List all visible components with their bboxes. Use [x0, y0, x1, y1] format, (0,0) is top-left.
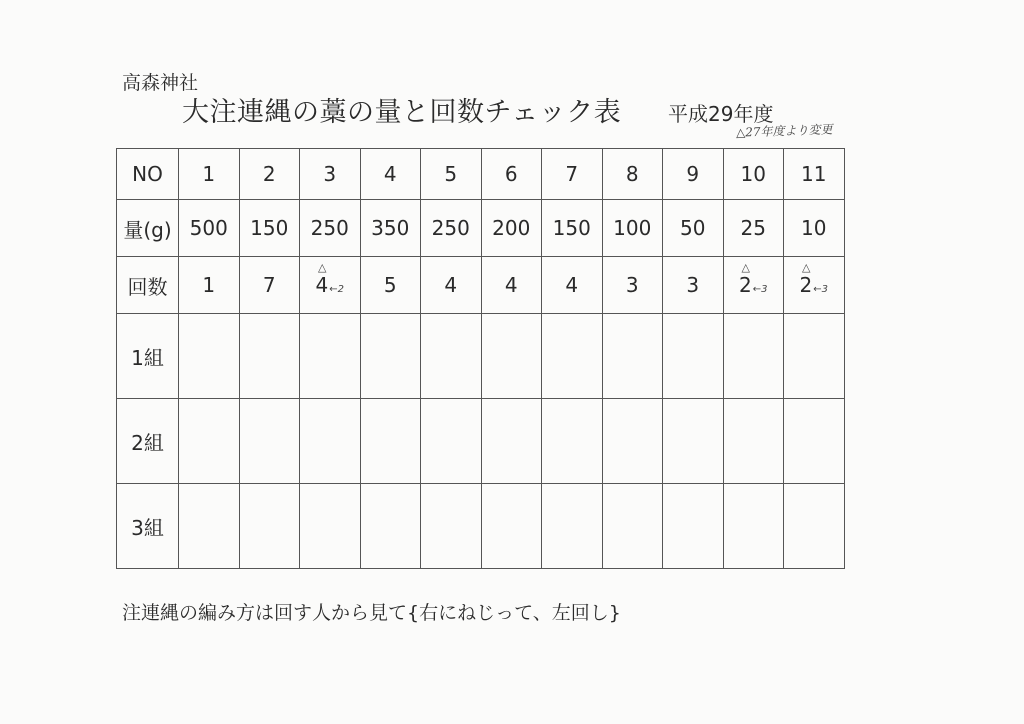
count-cell	[239, 257, 300, 314]
check-table	[116, 148, 845, 569]
change-mark: △	[318, 261, 327, 274]
page-title: 大注連縄の藁の量と回数チェック表	[182, 97, 622, 128]
check-cell[interactable]	[300, 314, 361, 399]
count-cell	[421, 257, 482, 314]
number-cell: 7	[542, 149, 603, 200]
check-cell[interactable]	[784, 314, 845, 399]
check-cell[interactable]	[784, 484, 845, 569]
check-cell[interactable]	[602, 484, 663, 569]
check-cell[interactable]	[663, 314, 724, 399]
amount-cell: 250	[300, 200, 361, 257]
change-mark: △	[802, 261, 811, 274]
group-row	[117, 484, 845, 569]
fiscal-year: 平成29年度	[668, 102, 774, 126]
number-cell: 2	[239, 149, 300, 200]
group-row	[117, 399, 845, 484]
group-label: 3組	[117, 484, 179, 569]
check-cell[interactable]	[723, 399, 784, 484]
count-value: 3	[625, 273, 639, 297]
check-cell[interactable]	[300, 399, 361, 484]
check-cell[interactable]	[421, 399, 482, 484]
change-mark: △	[741, 261, 750, 274]
check-cell[interactable]	[542, 314, 603, 399]
check-cell[interactable]	[179, 484, 240, 569]
count-label: 回数	[117, 257, 179, 314]
check-cell[interactable]	[542, 399, 603, 484]
count-value: 4	[504, 273, 518, 297]
check-cell[interactable]	[239, 314, 300, 399]
check-cell[interactable]	[542, 484, 603, 569]
check-cell[interactable]	[481, 484, 542, 569]
count-cell	[481, 257, 542, 314]
group-row	[117, 314, 845, 399]
check-cell[interactable]	[239, 399, 300, 484]
check-cell[interactable]	[421, 314, 482, 399]
count-value: 4	[444, 273, 458, 297]
check-cell[interactable]	[360, 484, 421, 569]
amount-cell: 50	[663, 200, 724, 257]
check-cell[interactable]	[179, 399, 240, 484]
shrine-name: 高森神社	[122, 72, 199, 94]
no-label: NO	[117, 149, 179, 200]
amount-cell: 10	[784, 200, 845, 257]
check-cell[interactable]	[360, 399, 421, 484]
check-cell[interactable]	[723, 314, 784, 399]
previous-count: ←3	[813, 284, 828, 295]
count-cell	[602, 257, 663, 314]
amount-label: 量(g)	[117, 200, 179, 257]
check-cell[interactable]	[663, 484, 724, 569]
check-cell[interactable]	[784, 399, 845, 484]
amount-cell: 100	[602, 200, 663, 257]
previous-count: ←3	[752, 284, 768, 295]
number-cell: 5	[421, 149, 482, 200]
count-cell	[300, 257, 361, 314]
check-cell[interactable]	[481, 399, 542, 484]
number-cell: 9	[663, 149, 724, 200]
number-cell: 1	[179, 149, 240, 200]
count-value: 5	[383, 273, 397, 297]
amount-cell: 150	[239, 200, 300, 257]
count-value: 4	[565, 273, 579, 297]
number-cell: 10	[723, 149, 784, 200]
check-cell[interactable]	[179, 314, 240, 399]
check-cell[interactable]	[602, 399, 663, 484]
number-cell: 3	[300, 149, 361, 200]
count-cell	[723, 257, 784, 314]
count-cell	[784, 257, 845, 314]
group-label: 1組	[117, 314, 179, 399]
count-value: 2	[739, 273, 752, 297]
number-cell: 6	[481, 149, 542, 200]
amount-cell: 250	[421, 200, 482, 257]
amount-cell: 200	[481, 200, 542, 257]
number-cell: 8	[602, 149, 663, 200]
count-value: 2	[799, 273, 813, 297]
count-row	[117, 257, 845, 314]
check-cell[interactable]	[360, 314, 421, 399]
count-cell	[663, 257, 724, 314]
count-value: 1	[202, 273, 216, 297]
check-cell[interactable]	[300, 484, 361, 569]
number-cell: 4	[360, 149, 421, 200]
count-cell	[542, 257, 603, 314]
previous-count: ←2	[329, 284, 344, 295]
number-row	[117, 149, 845, 200]
count-value: 4	[315, 273, 329, 297]
check-cell[interactable]	[421, 484, 482, 569]
number-cell: 11	[784, 149, 845, 200]
check-cell[interactable]	[481, 314, 542, 399]
braiding-instruction: 注連縄の編み方は回す人から見て{右にねじって、左回し}	[122, 602, 621, 624]
amount-cell: 500	[179, 200, 240, 257]
handwritten-change-note: △27年度より変更	[735, 122, 833, 140]
amount-cell: 25	[723, 200, 784, 257]
group-label: 2組	[117, 399, 179, 484]
check-cell[interactable]	[663, 399, 724, 484]
amount-row	[117, 200, 845, 257]
count-value: 7	[262, 273, 276, 297]
count-value: 3	[686, 273, 700, 297]
amount-cell: 150	[542, 200, 603, 257]
check-cell[interactable]	[239, 484, 300, 569]
check-cell[interactable]	[602, 314, 663, 399]
amount-cell: 350	[360, 200, 421, 257]
check-cell[interactable]	[723, 484, 784, 569]
count-cell	[179, 257, 240, 314]
count-cell	[360, 257, 421, 314]
